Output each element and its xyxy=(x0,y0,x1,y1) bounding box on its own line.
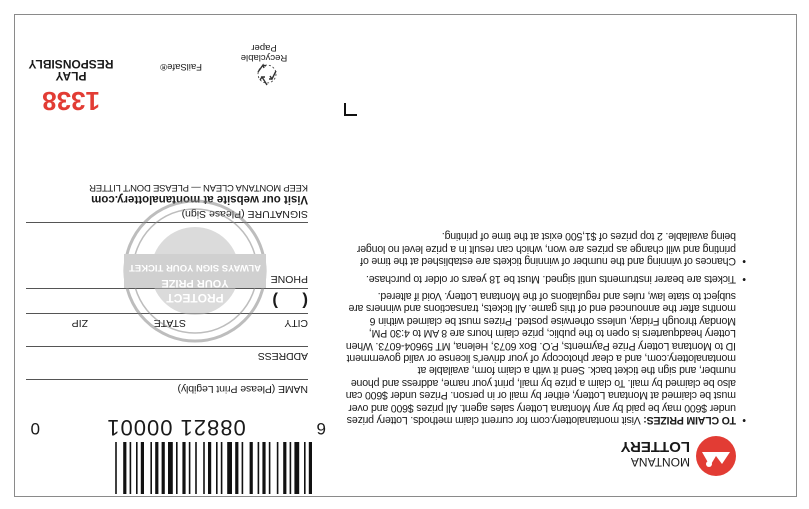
claim-body: Visit montanalottery.com for current claim methods. Lottery prizes under $600 may be paid by any Montana Lottery sales agent. All prizes $600 and over must be claimed at Montana Lottery, either by mail or in person. Prizes under $600 can also be claimed by mail. To claim a prize by mail, print your name, address and phone number, and sign the ticket back. Send it with a claim form, available at montanalottery.com, and a clear photocopy of your driver's license or valid government ID to Montana Lottery Prize Payments, P.O. Box 6073, Helena, MT 59604-6073. When Lottery headquarters is open to the public, prize claim hours are 8 AM to 4:30 PM, Monday through Friday, unless otherwise posted. Prizes must be claimed within 6 months after the announced end of this game. All tickets, transactions and winners are subject to state law, rules and regulations of the Montana Lottery. Void if altered. xyxy=(345,289,736,426)
barcode-bar xyxy=(227,442,232,494)
website-line: Visit our website at montanalottery.com xyxy=(91,193,308,205)
brand-line1: MONTANA xyxy=(630,455,690,469)
barcode-bar xyxy=(115,442,117,494)
bearer-paragraph: • Tickets are bearer instruments until signed. Must be 18 years or older to purchase. xyxy=(336,272,746,284)
brand-line2: LOTTERY xyxy=(620,438,690,455)
corner-mark-icon xyxy=(344,102,358,116)
address-field[interactable] xyxy=(26,346,308,379)
barcode-bar xyxy=(262,442,265,494)
barcode-bar xyxy=(155,442,158,494)
barcode-bar xyxy=(221,442,223,494)
play-line2: RESPONSIBLY xyxy=(28,57,114,71)
barcode-bar xyxy=(203,442,205,494)
name-label: NAME (Please Print Legibly) xyxy=(177,383,308,395)
signature-label: SIGNATURE (Please Sign) xyxy=(181,208,308,220)
phone-paren-open: ( xyxy=(302,292,308,311)
barcode-bar xyxy=(189,442,191,494)
barcode-bar xyxy=(168,442,173,494)
barcode-bar xyxy=(182,442,185,494)
address-label: ADDRESS xyxy=(257,350,308,362)
barcode-number: 08821 00001 xyxy=(106,415,246,440)
barcode-bar xyxy=(250,442,253,494)
barcode-bar xyxy=(235,442,238,494)
recycle-line2: Paper xyxy=(251,42,277,53)
barcode-bars xyxy=(26,442,326,494)
barcode-bar xyxy=(176,442,178,494)
barcode-bar xyxy=(123,442,126,494)
claim-paragraph xyxy=(336,290,746,426)
game-number: 1338 xyxy=(42,86,100,116)
play-responsibly xyxy=(26,58,116,82)
failsafe-mark: FailSafe® xyxy=(160,61,202,72)
barcode-bar xyxy=(136,442,138,494)
barcode-right-digit: 0 xyxy=(30,419,40,438)
barcode-bar xyxy=(242,442,244,494)
barcode-bar xyxy=(283,442,286,494)
barcode-bar xyxy=(216,442,218,494)
ticket-content xyxy=(15,15,796,496)
barcode-bar xyxy=(208,442,211,494)
barcode-bar xyxy=(290,442,292,494)
city-label: CITY xyxy=(284,317,308,329)
barcode-left-digit: 6 xyxy=(316,419,326,438)
stamp-mid-text: YOUR PRIZE xyxy=(161,277,229,289)
protect-prize-stamp xyxy=(120,196,270,346)
montana-lottery-logo xyxy=(600,426,740,486)
stamp-top-text: PROTECT xyxy=(166,291,224,305)
barcode-bar xyxy=(130,442,132,494)
barcode-bar xyxy=(258,442,260,494)
recycle-icon xyxy=(254,62,280,88)
recycle-line1: Recyclable xyxy=(240,52,288,63)
stamp-bottom-text: ALWAYS SIGN YOUR TICKET xyxy=(129,262,261,273)
litter-line: KEEP MONTANA CLEAN — PLEASE DON'T LITTER xyxy=(89,182,308,193)
barcode-bar xyxy=(294,442,299,494)
name-field[interactable] xyxy=(26,379,308,412)
barcode-bar xyxy=(195,442,197,494)
barcode-bar xyxy=(309,442,312,494)
barcode-bar xyxy=(277,442,279,494)
chances-paragraph: • Chances of winning and the number of winning tickets are established at the time of printing and will change as prizes are won, which can result in a prize level no longer being available. 2 top prizes of $1,500 exist at the time of printing. xyxy=(336,230,746,267)
claim-instructions xyxy=(336,225,746,426)
phone-label: PHONE xyxy=(270,273,308,285)
ticket-back xyxy=(14,14,797,497)
phone-paren-close: ) xyxy=(272,292,278,311)
barcode xyxy=(26,414,326,494)
barcode-bar xyxy=(269,442,271,494)
barcode-bar xyxy=(150,442,152,494)
recyclable-paper xyxy=(234,42,294,62)
zip-label: ZIP xyxy=(71,317,88,329)
barcode-bar xyxy=(162,442,165,494)
claim-heading: TO CLAIM PRIZES: xyxy=(643,414,736,426)
play-line1: PLAY xyxy=(55,69,87,83)
barcode-bar xyxy=(141,442,144,494)
state-label: STATE xyxy=(153,317,186,329)
barcode-bar xyxy=(304,442,306,494)
